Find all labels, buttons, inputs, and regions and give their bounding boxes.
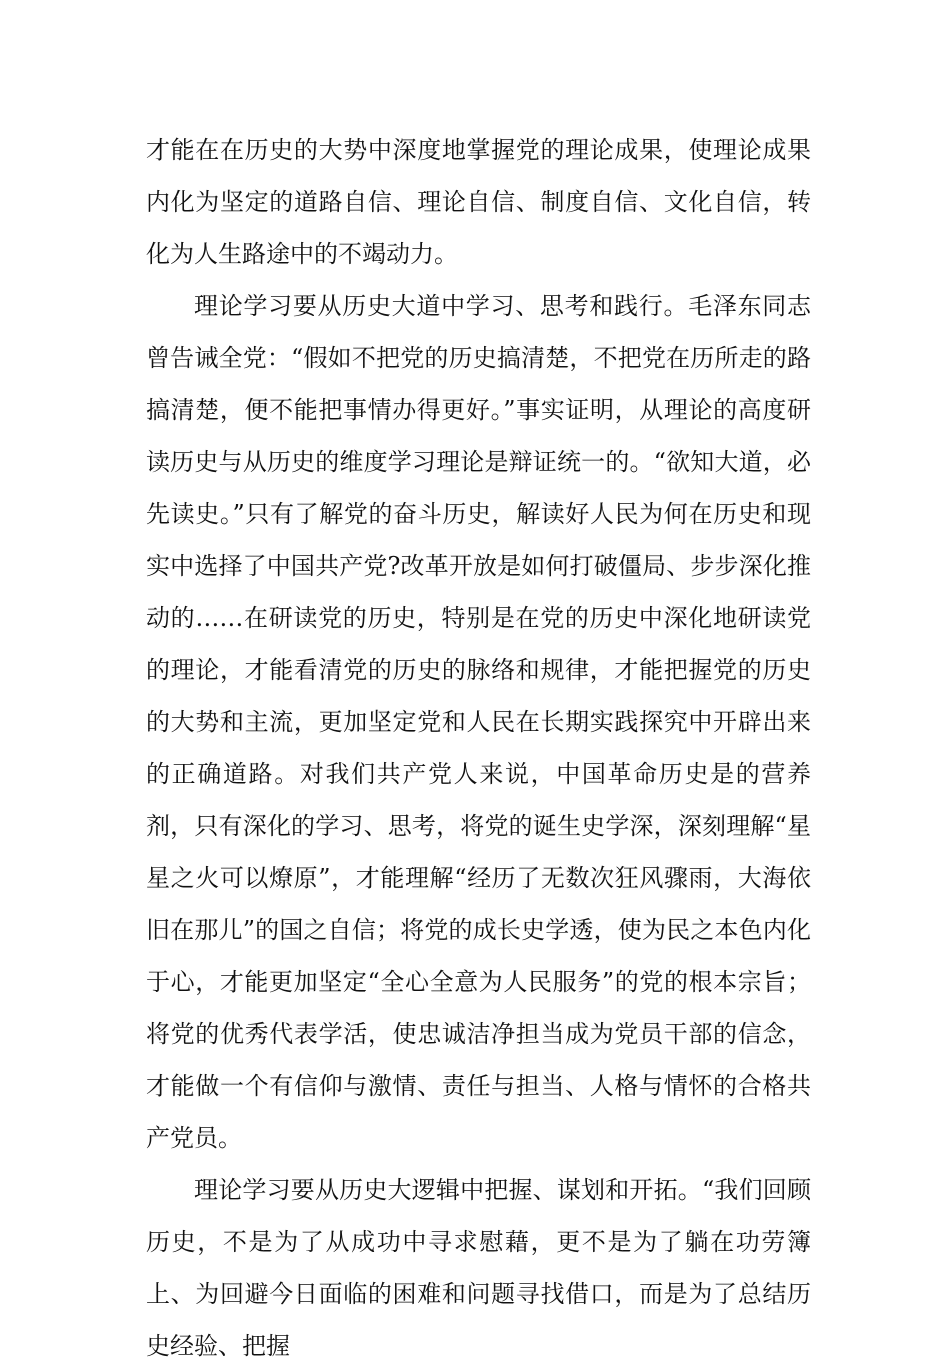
paragraph-continuation: 才能在在历史的大势中深度地掌握党的理论成果，使理论成果内化为坚定的道路自信、理论自信、制度自信、文化自信，转化为人生路途中的不竭动力。 bbox=[146, 136, 811, 268]
paragraph-history-logic: 理论学习要从历史大逻辑中把握、谋划和开拓。“我们回顾历史，不是为了从成功中寻求慰藉，更不是为了躺在功劳簿上、为回避今日面临的困难和问题寻找借口，而是为了总结历史经验、把握 bbox=[146, 1176, 811, 1360]
body-text bbox=[146, 124, 811, 1372]
paragraph-history-road: 理论学习要从历史大道中学习、思考和践行。毛泽东同志曾告诫全党：“假如不把党的历史搞清楚，不把党在历所走的路搞清楚，便不能把事情办得更好。”事实证明，从理论的高度研读历史与从历史的维度学习理论是辩证统一的。“欲知大道，必先读史。”只有了解党的奋斗历史，解读好人民为何在历史和现实中选择了中国共产党?改革开放是如何打破僵局、步步深化推动的……在研读党的历史，特别是在党的历史中深化地研读党的理论，才能看清党的历史的脉络和规律，才能把握党的历史的大势和主流，更加坚定党和人民在长期实践探究中开辟出来的正确道路。对我们共产党人来说，中国革命历史是的营养剂，只有深化的学习、思考，将党的诞生史学深，深刻理解“星星之火可以燎原”，才能理解“经历了无数次狂风骤雨，大海依旧在那儿”的国之自信；将党的成长史学透，使为民之本色内化于心，才能更加坚定“全心全意为人民服务”的党的根本宗旨；将党的优秀代表学活，使忠诚洁净担当成为党员干部的信念，才能做一个有信仰与激情、责任与担当、人格与情怀的合格共产党员。 bbox=[146, 292, 811, 1152]
